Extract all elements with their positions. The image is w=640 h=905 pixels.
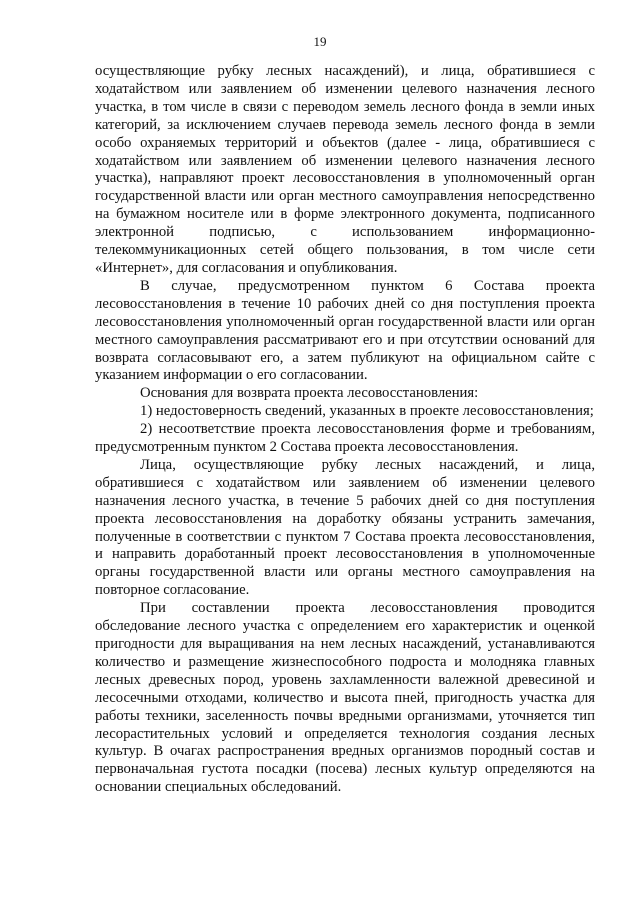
- paragraph-approval-procedure: В случае, предусмотренном пунктом 6 Состава проекта лесовосстановления в течение 10 рабочих дней со дня поступления проекта лесовосстановления уполномоченный орган государственной власти или орган местного самоуправления рассматривают его и при отсутствии оснований для возврата согласовывают его, а затем публикуют на официальном сайте с указанием информации о его согласовании.: [95, 277, 595, 384]
- list-item-return-ground-2: 2) несоответствие проекта лесовосстановления форме и требованиям, предусмотренным пунктом 2 Состава проекта лесовосстановления.: [95, 421, 595, 456]
- document-body: [95, 63, 595, 797]
- paragraph-continuation: осуществляющие рубку лесных насаждений), и лица, обратившиеся с ходатайством или заявлением об изменении целевого назначения лесного участка, в том числе в связи с переводом земель лесного фонда в земли иных категорий, за исключением случаев перевода земель лесного фонда в земли особо охраняемых территорий и объектов (далее - лица, обратившиеся с ходатайством или заявлением об изменении целевого назначения лесного участка), направляют проект лесовосстановления в уполномоченный орган государственной власти или орган местного самоуправления непосредственно на бумажном носителе или в форме электронного документа, подписанного электронной подписью, с использованием информационно-телекоммуникационных сетей общего пользования, в том числе сети «Интернет», для согласования и опубликования.: [95, 63, 595, 276]
- paragraph-return-grounds-heading: Основания для возврата проекта лесовосстановления:: [140, 385, 479, 402]
- paragraph-site-survey: При составлении проекта лесовосстановления проводится обследование лесного участка с определением его характеристик и оценкой пригодности для выращивания на нем лесных насаждений, устанавливаются количество и размещение жизнеспособного подроста и молодняка главных лесных древесных пород, уровень захламленности валежной древесиной и лесосечными отходами, количество и высота пней, пригодность участка для работы техники, заселенность почвы вредными организмами, уточняется тип лесорастительных условий и определяется технология создания лесных культур. В очагах распространения вредных организмов породный состав и первоначальная густота посадки (посева) лесных культур определяются на основании специальных обследований.: [95, 600, 595, 796]
- list-item-return-ground-1: 1) недостоверность сведений, указанных в проекте лесовосстановления;: [140, 403, 594, 420]
- page-number: 19: [313, 34, 327, 49]
- paragraph-revision-procedure: Лица, осуществляющие рубку лесных насаждений, и лица, обратившиеся с ходатайством или заявлением об изменении целевого назначения лесного участка, в течение 5 рабочих дней со дня поступления проекта лесовосстановления на доработку обязаны устранить замечания, полученные в соответствии с пунктом 7 Состава проекта лесовосстановления, и направить доработанный проект лесовосстановления в уполномоченные органы государственной власти или органы местного самоуправления на повторное согласование.: [95, 456, 595, 599]
